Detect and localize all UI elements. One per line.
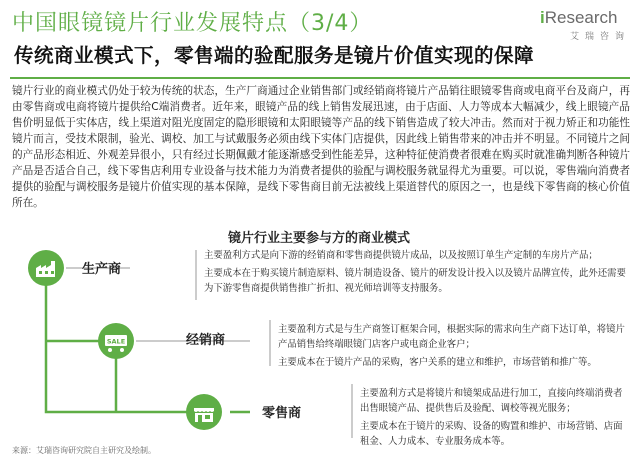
logo-subtitle: 艾瑞咨询 — [570, 32, 631, 42]
intro-paragraph: 镜片行业的商业模式仍处于较为传统的状态，生产厂商通过企业销售部门或经销商将镜片产品销往眼镜零售商或电商平台及商户，再由零售商或电商将镜片提供给C端消费者。近年来，眼镜产品的线上销售发展迅速，由于店面、人力等成本大幅减少，线上眼镜产品售价明显低于实体店，线上渠道对阻光度固定的隐形眼镜和太阳眼镜等产品的线下销售造成了较大冲击。然而对于视力矫正和功能性镜片而言，受技术限制，验光、调校、加工与试戴服务必须由线下实体门店提供，因此线上销售带来的冲击并不明显。不同镜片之间的产品形态相近、外观差异很小，只有经过长期佩戴才能逐渐感受到性能差异，这种特征使消费者很难在购买时就准确判断各种镜片产品是否适合自己，线下零售店利用专业设备与技术能力为消费者提供的验配与调校服务就显得尤为重要。可以说，零售端向消费者提供的验配与调校服务是镜片价值实现的基本保障，是线下零售商目前无法被线上渠道替代的原因之一，也是线下零售商的核心价值所在。 — [12, 85, 630, 209]
source-note: 来源：艾瑞咨询研究院自主研究及绘制。 — [12, 446, 156, 455]
svg-text:SALE: SALE — [106, 337, 126, 346]
logo-wordmark: iResearch — [540, 8, 618, 27]
sale-cart-icon — [98, 323, 134, 359]
retailer-description — [360, 386, 628, 452]
distributor-description — [278, 322, 626, 373]
distributor-cost-text: 主要成本在于镜片产品的采购，客户关系的建立和维护，市场营销和推广等。 — [278, 357, 597, 368]
factory-icon — [28, 250, 64, 286]
retailer-label: 零售商 — [262, 406, 302, 421]
producer-revenue-text: 主要盈利方式是向下游的经销商和零售商提供镜片成品，以及按照订单生产定制的车房片产品； — [204, 250, 598, 261]
page-subtitle: 传统商业模式下，零售端的验配服务是镜片价值实现的保障 — [14, 44, 535, 67]
producer-node — [28, 250, 64, 286]
producer-description — [204, 248, 630, 299]
retailer-cost-text: 主要成本在于镜片的采购、设备的购置和维护、市场营销、店面租金、人力成本、专业服务成本等。 — [360, 421, 623, 447]
retailer-revenue-text: 主要盈利方式是将镜片和镜架成品进行加工，直接向终端消费者出售眼镜产品、提供售后及验配、调校等视光服务； — [360, 388, 623, 414]
storefront-icon — [186, 394, 222, 430]
page-title: 中国眼镜镜片行业发展特点（3/4） — [12, 11, 373, 36]
retailer-node — [186, 394, 222, 430]
distributor-revenue-text: 主要盈利方式是与生产商签订框架合同，根据实际的需求向生产商下达订单，将镜片产品销售给终端眼镜门店客户或电商企业客户； — [278, 324, 625, 350]
producer-cost-text: 主要成本在于购买镜片制造原料、镜片制造设备、镜片的研发设计投入以及镜片品牌宣传，此外还需要为下游零售商提供销售推广折扣、视光师培训等支持服务。 — [204, 268, 626, 294]
distributor-label: 经销商 — [186, 333, 226, 348]
diagram-title: 镜片行业主要参与方的商业模式 — [228, 231, 411, 246]
distributor-node — [98, 323, 134, 359]
producer-label: 生产商 — [82, 262, 122, 277]
